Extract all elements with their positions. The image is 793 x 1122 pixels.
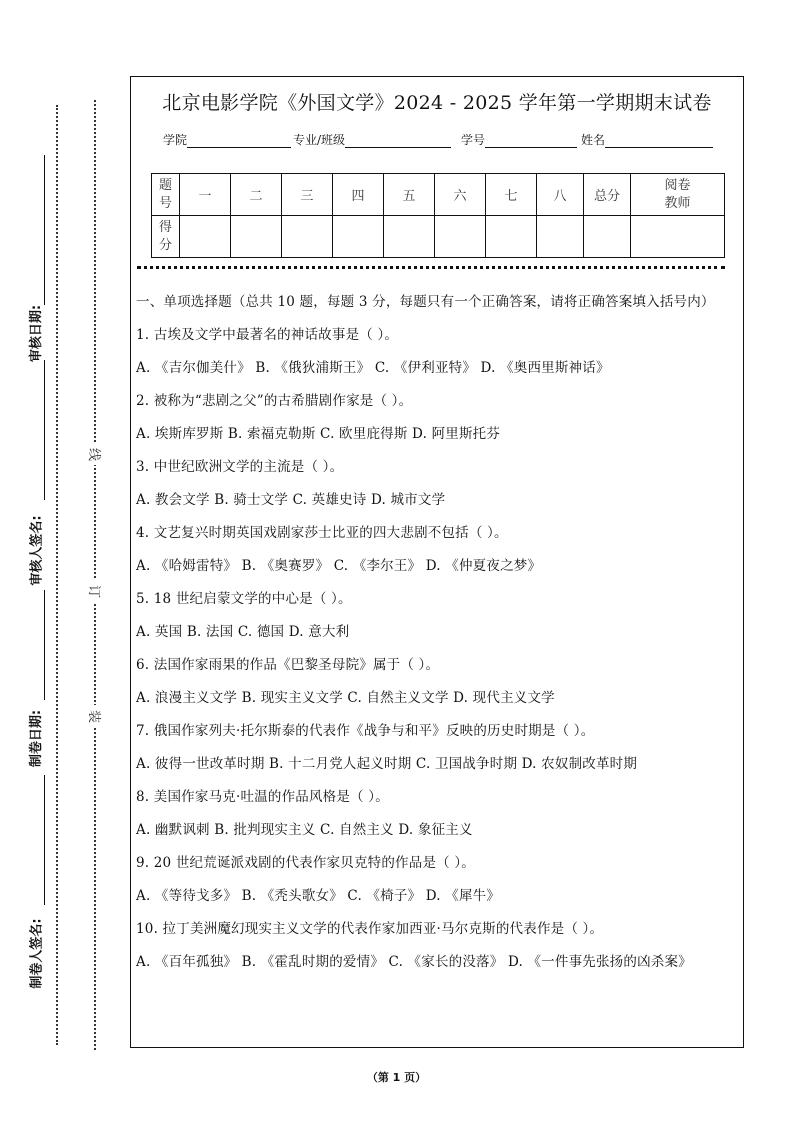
section-heading: 一、单项选择题（总共 10 题，每题 3 分，每题只有一个正确答案，请将正确答案填入括号内） — [136, 294, 715, 310]
score-table-header-cell: 四 — [333, 174, 384, 216]
score-table-header-cell: 六 — [435, 174, 486, 216]
dotted-separator — [137, 266, 725, 269]
options-6: A. 浪漫主义文学 B. 现实主义文学 C. 自然主义文学 D. 现代主义文学 — [136, 690, 555, 706]
dotted-line-outer — [56, 105, 58, 1045]
score-cell[interactable] — [231, 216, 282, 258]
maker-date-label: 制卷日期: — [29, 709, 45, 767]
score-table-header-cell: 二 — [231, 174, 282, 216]
options-9: A. 《等待戈多》 B. 《秃头歌女》 C. 《椅子》 D. 《犀牛》 — [136, 888, 501, 904]
binding-mark-zhuang: 装 — [84, 705, 108, 727]
student-id-input-line[interactable] — [485, 134, 577, 148]
score-cell[interactable] — [282, 216, 333, 258]
reviewer-date-line — [44, 155, 45, 305]
field-school — [163, 131, 291, 148]
score-cell[interactable] — [435, 216, 486, 258]
reviewer-sign-label: 审核人签名: — [29, 514, 45, 586]
score-cell[interactable] — [384, 216, 435, 258]
question-4: 4. 文艺复兴时期英国戏剧家莎士比亚的四大悲剧不包括（ ）。 — [136, 525, 508, 541]
question-1: 1. 古埃及文学中最著名的神话故事是（ ）。 — [136, 327, 399, 343]
options-8: A. 幽默讽刺 B. 批判现实主义 C. 自然主义 D. 象征主义 — [136, 822, 473, 838]
reviewer-date-label: 审核日期: — [29, 304, 45, 362]
score-table-header-cell: 三 — [282, 174, 333, 216]
reviewer-sign-line — [44, 360, 45, 500]
score-table-header-cell: 阅卷 教师 — [631, 174, 725, 216]
dotted-line-binding — [94, 100, 96, 1050]
binding-mark-xian: 线 — [84, 443, 108, 465]
major-input-line[interactable] — [345, 134, 451, 148]
question-3: 3. 中世纪欧洲文学的主流是（ ）。 — [136, 459, 344, 475]
options-5: A. 英国 B. 法国 C. 德国 D. 意大利 — [136, 624, 350, 640]
score-cell[interactable] — [631, 216, 725, 258]
options-4: A. 《哈姆雷特》 B. 《奥赛罗》 C. 《李尔王》 D. 《仲夏夜之梦》 — [136, 558, 542, 574]
score-table-header-cell: 题 号 — [152, 174, 180, 216]
options-1: A. 《吉尔伽美什》 B. 《俄狄浦斯王》 C. 《伊利亚特》 D. 《奥西里斯神话》 — [136, 360, 610, 376]
question-7: 7. 俄国作家列夫·托尔斯泰的代表作《战争与和平》反映的历史时期是（ ）。 — [136, 723, 595, 739]
maker-sign-label: 制卷人签名: — [29, 917, 45, 989]
score-table-score-row — [152, 216, 725, 258]
options-7: A. 彼得一世改革时期 B. 十二月党人起义时期 C. 卫国战争时期 D. 农奴制改革时期 — [136, 756, 638, 772]
score-table-header-cell: 八 — [537, 174, 584, 216]
question-9: 9. 20 世纪荒诞派戏剧的代表作家贝克特的作品是（ ）。 — [136, 855, 475, 871]
score-table-header-cell: 一 — [180, 174, 231, 216]
score-cell[interactable] — [584, 216, 631, 258]
options-3: A. 教会文学 B. 骑士文学 C. 英雄史诗 D. 城市文学 — [136, 492, 446, 508]
options-10: A. 《百年孤独》 B. 《霍乱时期的爱情》 C. 《家长的没落》 D. 《一件事先张扬的凶杀案》 — [136, 954, 692, 970]
field-major-label: 专业/班级 — [293, 133, 346, 147]
field-student-id-label: 学号 — [461, 133, 486, 147]
field-name-label: 姓名 — [581, 133, 606, 147]
school-input-line[interactable] — [187, 134, 291, 148]
maker-sign-line — [44, 775, 45, 905]
field-student-id — [461, 131, 577, 148]
question-8: 8. 美国作家马克·吐温的作品风格是（ ）。 — [136, 789, 389, 805]
score-row-label: 得 分 — [152, 216, 180, 258]
score-table-header-cell: 五 — [384, 174, 435, 216]
name-input-line[interactable] — [605, 134, 713, 148]
question-5: 5. 18 世纪启蒙文学的中心是（ ）。 — [136, 591, 352, 607]
question-2: 2. 被称为“悲剧之父”的古希腊剧作家是（ ）。 — [136, 393, 413, 409]
section-1-single-choice — [136, 292, 740, 972]
score-table-header-cell: 七 — [486, 174, 537, 216]
options-2: A. 埃斯库罗斯 B. 索福克勒斯 C. 欧里庇得斯 D. 阿里斯托芬 — [136, 426, 501, 442]
exam-title: 北京电影学院《外国文学》2024 - 2025 学年第一学期期末试卷 — [162, 92, 712, 114]
field-major — [293, 131, 451, 148]
question-6: 6. 法国作家雨果的作品《巴黎圣母院》属于（ ）。 — [136, 657, 440, 673]
binding-mark-ding: 订 — [84, 580, 108, 602]
score-cell[interactable] — [333, 216, 384, 258]
score-table — [151, 173, 725, 258]
score-table-header-cell: 总分 — [584, 174, 631, 216]
question-10: 10. 拉丁美洲魔幻现实主义文学的代表作家加西亚·马尔克斯的代表作是（ ）。 — [136, 921, 604, 937]
page-number: （第 1 页） — [366, 1071, 427, 1084]
score-cell[interactable] — [537, 216, 584, 258]
maker-date-line — [44, 590, 45, 700]
field-name — [581, 131, 713, 148]
score-cell[interactable] — [486, 216, 537, 258]
score-cell[interactable] — [180, 216, 231, 258]
field-school-label: 学院 — [163, 133, 188, 147]
score-table-header-row — [152, 174, 725, 216]
